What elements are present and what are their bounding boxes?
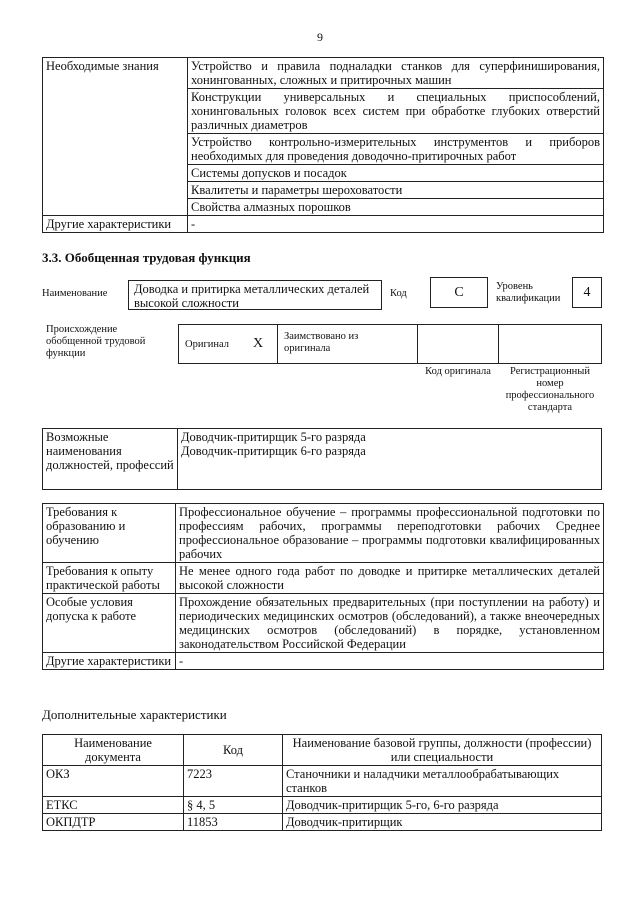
level-label: Уровень квалификации bbox=[496, 281, 561, 304]
code-label: Код bbox=[390, 288, 407, 299]
requirement-value: - bbox=[176, 653, 604, 670]
other-characteristics-label: Другие характеристики bbox=[43, 216, 188, 233]
row-code: 7223 bbox=[184, 766, 283, 797]
reg-number-cell bbox=[498, 324, 602, 364]
original-label: Оригинал bbox=[185, 339, 229, 350]
code-original-caption: Код оригинала bbox=[425, 366, 491, 377]
level-box: 4 bbox=[572, 277, 602, 308]
positions-label: Возможные наименования должностей, профессий bbox=[43, 429, 178, 490]
header-group: Наименование базовой группы, должности (профессии) или специальности bbox=[283, 735, 602, 766]
requirement-label: Другие характеристики bbox=[43, 653, 176, 670]
requirement-label: Особые условия допуска к работе bbox=[43, 594, 176, 653]
knowledge-item: Квалитеты и параметры шероховатости bbox=[188, 182, 604, 199]
original-cell bbox=[178, 324, 278, 364]
knowledge-table bbox=[42, 57, 604, 233]
row-group: Станочники и наладчики металлообрабатывающих станков bbox=[283, 766, 602, 797]
header-document: Наименование документа bbox=[43, 735, 184, 766]
additional-table bbox=[42, 734, 602, 831]
requirements-table bbox=[42, 503, 604, 670]
knowledge-item: Устройство и правила подналадки станков для суперфиниширования, хонингованных, сложных и притирочных машин bbox=[188, 58, 604, 89]
requirement-value: Не менее одного года работ по доводке и притирке металлических деталей высокой сложности bbox=[176, 563, 604, 594]
origin-label: Происхождение обобщенной трудовой функции bbox=[46, 324, 146, 359]
row-code: 11853 bbox=[184, 814, 283, 831]
positions-list bbox=[178, 429, 602, 490]
section-title: 3.3. Обобщенная трудовая функция bbox=[42, 250, 251, 265]
page-number: 9 bbox=[317, 30, 323, 44]
requirement-value: Профессиональное обучение – программы профессиональной подготовки по профессиям рабочих, программы переподготовки рабочих Среднее профессиональное образование – программы подготовки квалифицированных рабочих bbox=[176, 504, 604, 563]
function-name-box: Доводка и притирка металлических деталей высокой сложности bbox=[128, 280, 382, 310]
knowledge-label: Необходимые знания bbox=[43, 58, 188, 216]
other-characteristics-value: - bbox=[188, 216, 604, 233]
position-item: Доводчик-притирщик 6-го разряда bbox=[181, 444, 366, 458]
original-mark: X bbox=[253, 336, 264, 351]
knowledge-item: Конструкции универсальных и специальных приспособлений, хонинговальных головок всех систем при обработке глубоких отверстий различных диаметров bbox=[188, 89, 604, 134]
code-original-cell bbox=[417, 324, 499, 364]
row-group: Доводчик-притирщик 5-го, 6-го разряда bbox=[283, 797, 602, 814]
row-document: ЕТКС bbox=[43, 797, 184, 814]
row-code: § 4, 5 bbox=[184, 797, 283, 814]
row-document: ОКПДТР bbox=[43, 814, 184, 831]
position-item: Доводчик-притирщик 5-го разряда bbox=[181, 430, 366, 444]
knowledge-item: Устройство контрольно-измерительных инструментов и приборов необходимых для проведения доводочно-притирочных работ bbox=[188, 134, 604, 165]
borrowed-cell bbox=[277, 324, 418, 364]
requirement-label: Требования к образованию и обучению bbox=[43, 504, 176, 563]
positions-table bbox=[42, 428, 602, 490]
knowledge-item: Системы допусков и посадок bbox=[188, 165, 604, 182]
requirement-label: Требования к опыту практической работы bbox=[43, 563, 176, 594]
additional-title: Дополнительные характеристики bbox=[42, 707, 227, 722]
row-document: ОКЗ bbox=[43, 766, 184, 797]
row-group: Доводчик-притирщик bbox=[283, 814, 602, 831]
requirement-value: Прохождение обязательных предварительных (при поступлении на работу) и периодических медицинских осмотров (обследований), а также внеочередных медицинских осмотров (обследований) в порядке, установленном законодательством Российской Федерации bbox=[176, 594, 604, 653]
reg-number-caption: Регистрационный номер профессионального стандарта bbox=[505, 366, 595, 413]
code-box: C bbox=[430, 277, 488, 308]
name-label: Наименование bbox=[42, 288, 108, 299]
knowledge-item: Свойства алмазных порошков bbox=[188, 199, 604, 216]
header-code: Код bbox=[184, 735, 283, 766]
borrowed-label: Заимствовано из оригинала bbox=[284, 331, 359, 354]
